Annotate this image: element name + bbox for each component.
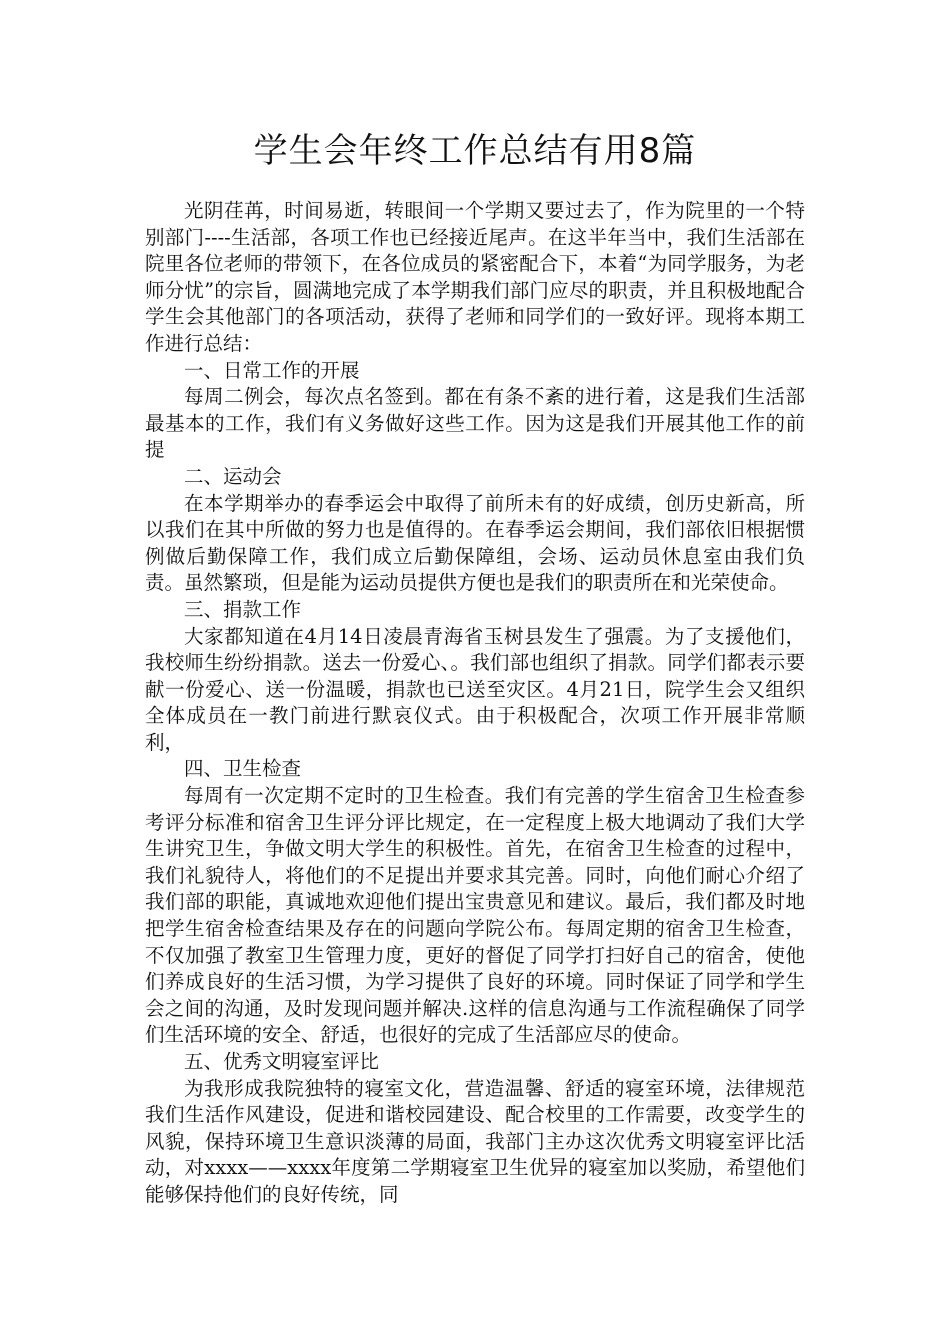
donation-paragraph: 大家都知道在4月14日凌晨青海省玉树县发生了强震。为了支援他们，我校师生纷纷捐款。送去一份爱心、。我们部也组织了捐款。同学们都表示要献一份爱心、送一份温暖，捐款也已送至灾区。4月21日，院学生会又组织全体成员在一教门前进行默哀仪式。由于积极配合，次项工作开展非常顺利，	[145, 624, 805, 754]
sports-meet-paragraph: 在本学期举办的春季运会中取得了前所未有的好成绩，创历史新高，所以我们在其中所做的努力也是值得的。在春季运会期间，我们部依旧根据惯例做后勤保障工作，我们成立后勤保障组，会场、运动员休息室由我们负责。虽然繁琐，但是能为运动员提供方便也是我们的职责所在和光荣使命。	[145, 491, 805, 595]
hygiene-check-paragraph: 每周有一次定期不定时的卫生检查。我们有完善的学生宿舍卫生检查参考评分标准和宿舍卫生评分评比规定，在一定程度上极大地调动了我们大学生讲究卫生，争做文明大学生的积极性。首先，在宿舍卫生检查的过程中，我们礼貌待人，将他们的不足提出并要求其完善。同时，向他们耐心介绍了我们部的职能，真诚地欢迎他们提出宝贵意见和建议。最后，我们都及时地把学生宿舍检查结果及存在的问题向学院公布。每周定期的宿舍卫生检查，不仅加强了教室卫生管理力度，更好的督促了同学打扫好自己的宿舍，使他们养成良好的生活习惯，为学习提供了良好的环境。同时保证了同学和学生会之间的沟通，及时发现问题并解决.这样的信息沟通与工作流程确保了同学们生活环境的安全、舒适，也很好的完成了生活部应尽的使命。	[145, 784, 805, 1047]
daily-work-paragraph: 每周二例会，每次点名签到。都在有条不紊的进行着，这是我们生活部最基本的工作，我们有义务做好这些工作。因为这是我们开展其他工作的前提	[145, 385, 805, 462]
section-heading-daily-work: 一、日常工作的开展	[184, 358, 360, 382]
document-body	[145, 198, 805, 1209]
intro-paragraph: 光阴荏苒，时间易逝，转眼间一个学期又要过去了，作为院里的一个特别部门----生活部，各项工作也已经接近尾声。在这半年当中，我们生活部在院里各位老师的带领下，在各位成员的紧密配合下，本着“为同学服务，为老师分忧”的宗旨，圆满地完成了本学期我们部门应尽的职责，并且积极地配合学生会其他部门的各项活动，获得了老师和同学们的一致好评。现将本期工作进行总结：	[145, 199, 805, 355]
dorm-evaluation-paragraph: 为我形成我院独特的寝室文化，营造温馨、舒适的寝室环境，法律规范我们生活作风建设，促进和谐校园建设、配合校里的工作需要，改变学生的风貌，保持环境卫生意识淡薄的局面，我部门主办这次优秀文明寝室评比活动，对xxxx——xxxx年度第二学期寝室卫生优异的寝室加以奖励，希望他们能够保持他们的良好传统，同	[145, 1076, 805, 1206]
section-heading-dorm-evaluation: 五、优秀文明寝室评比	[184, 1050, 380, 1073]
section-heading-hygiene-check: 四、卫生检查	[184, 757, 302, 781]
section-heading-donation: 三、捐款工作	[184, 597, 302, 621]
document-title: 学生会年终工作总结有用8篇	[253, 131, 697, 171]
section-heading-sports-meet: 二、运动会	[184, 464, 282, 488]
